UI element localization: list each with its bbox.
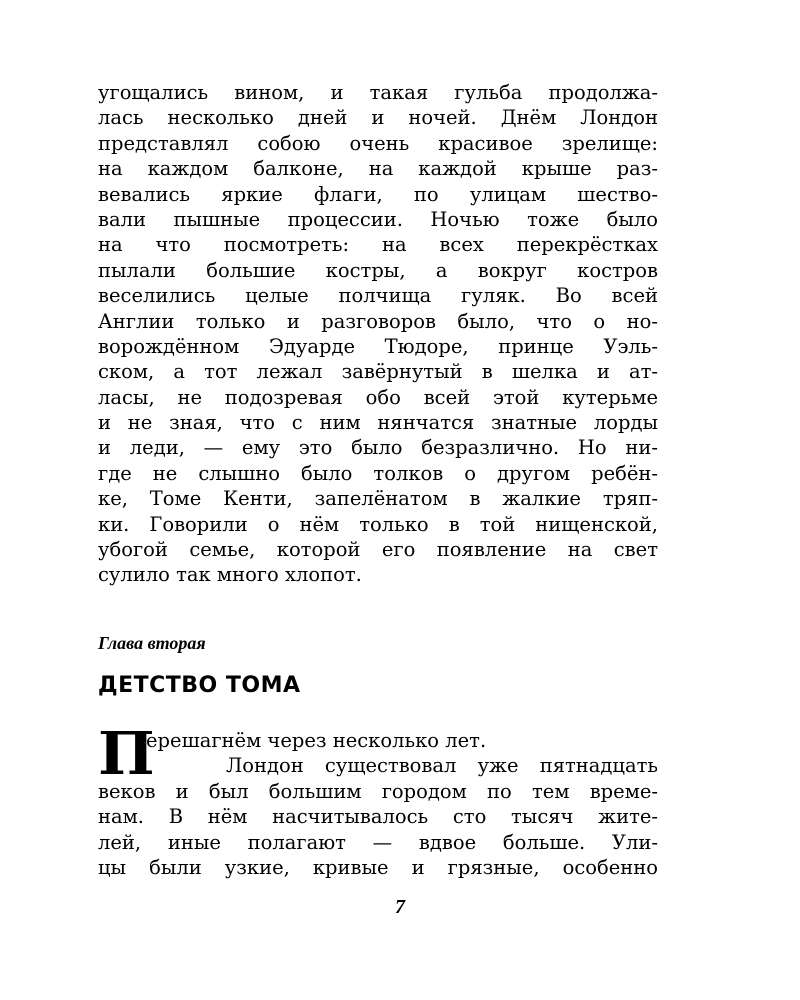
text-line: пылали большие костры, а вокруг костров: [98, 258, 658, 282]
text-line: лась несколько дней и ночей. Днём Лондон: [98, 106, 658, 130]
text-line: сулило так много хлопот.: [98, 563, 362, 587]
text-line: веков и был большим городом по тем време-: [98, 779, 658, 803]
paragraph-1: [98, 80, 658, 588]
text-line: на каждом балконе, на каждой крыше раз-: [98, 157, 658, 181]
drop-cap: П: [98, 731, 155, 777]
text-line: ки. Говорили о нём только в той нищенской,: [98, 512, 658, 536]
text-line: ском, а тот лежал завёрнутый в шелка и ат-: [98, 360, 658, 384]
text-line: Лондон существовал уже пятнадцать: [226, 754, 658, 778]
page-number: 7: [395, 896, 405, 918]
text-line: и не зная, что с ним нянчатся знатные лорды: [98, 411, 658, 435]
text-line: Англии только и разговоров было, что о но-: [98, 309, 658, 333]
text-line: ворождённом Эдуарде Тюдоре, принце Уэль-: [98, 334, 658, 358]
text-line: вали пышные процессии. Ночью тоже было: [98, 207, 658, 231]
text-line: ке, Томе Кенти, запелёнатом в жалкие тряп-: [98, 487, 658, 511]
text-line: вевались яркие флаги, по улицам шество-: [98, 182, 658, 206]
text-line: на что посмотреть: на всех перекрёстках: [98, 233, 658, 257]
text-line: и леди, — ему это было безразлично. Но ни-: [98, 436, 658, 460]
text-line: представлял собою очень красивое зрелище:: [98, 131, 658, 155]
text-line: убогой семье, которой его появление на свет: [98, 538, 658, 562]
text-line: лей, иные полагают — вдвое больше. Ули-: [98, 830, 658, 854]
text-line: веселились целые полчища гуляк. Во всей: [98, 284, 658, 308]
text-line: ласы, не подозревая обо всей этой кутерьме: [98, 385, 658, 409]
paragraph-2: [98, 728, 658, 880]
text-line: где не слышно было толков о другом ребён-: [98, 461, 658, 485]
text-line: цы были узкие, кривые и грязные, особенно: [98, 855, 658, 879]
text-line: нам. В нём насчитывалось сто тысяч жите-: [98, 805, 658, 829]
chapter-label: Глава вторая: [98, 633, 206, 653]
chapter-title: ДЕТСТВО ТОМА: [98, 673, 301, 698]
text-line: угощались вином, и такая гульба продолжа-: [98, 81, 658, 104]
text-line: ерешагнём через несколько лет.: [146, 729, 487, 752]
